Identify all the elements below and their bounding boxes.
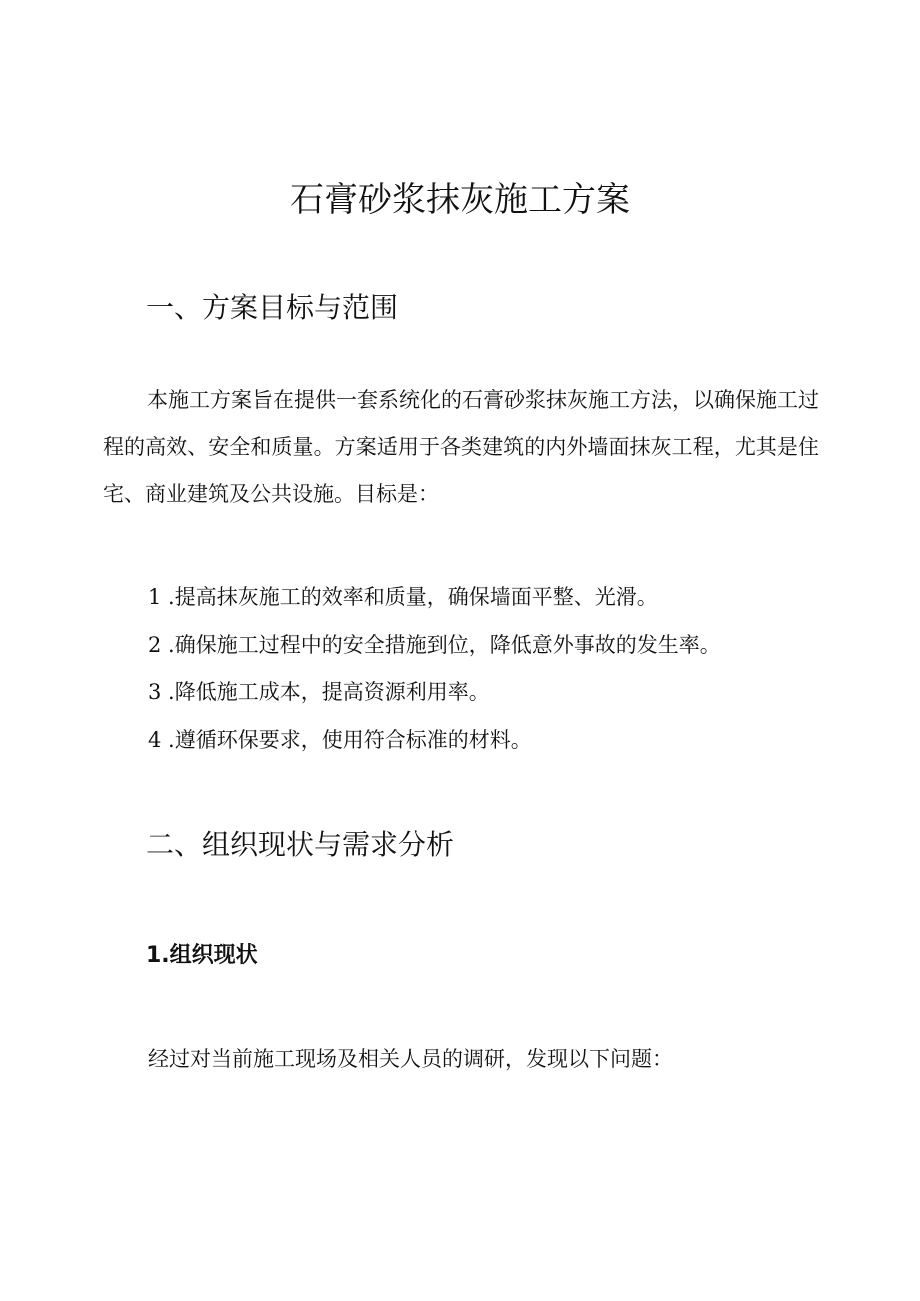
section-heading-goals: 一、方案目标与范围: [146, 291, 399, 324]
document-title: 石膏砂浆抹灰施工方案: [290, 180, 630, 220]
goal-item: 1 .提高抹灰施工的效率和质量，确保墙面平整、光滑。: [148, 585, 658, 609]
goal-item: 3 .降低施工成本，提高资源利用率。: [148, 680, 490, 704]
section-heading-analysis: 二、组织现状与需求分析: [146, 828, 455, 861]
survey-paragraph: 经过对当前施工现场及相关人员的调研，发现以下问题：: [148, 1047, 673, 1071]
goal-list: [148, 574, 721, 764]
goal-item: 2 .确保施工过程中的安全措施到位，降低意外事故的发生率。: [148, 632, 721, 657]
intro-paragraph: 本施工方案旨在提供一套系统化的石膏砂浆抹灰施工方法，以确保施工过程的高效、安全和质量。方案适用于各类建筑的内外墙面抹灰工程，尤其是住宅、商业建筑及公共设施。目标是：: [103, 388, 819, 506]
goal-item: 4 .遵循环保要求，使用符合标准的材料。: [148, 727, 532, 752]
subheading-org-status: 1.组织现状: [146, 943, 258, 968]
